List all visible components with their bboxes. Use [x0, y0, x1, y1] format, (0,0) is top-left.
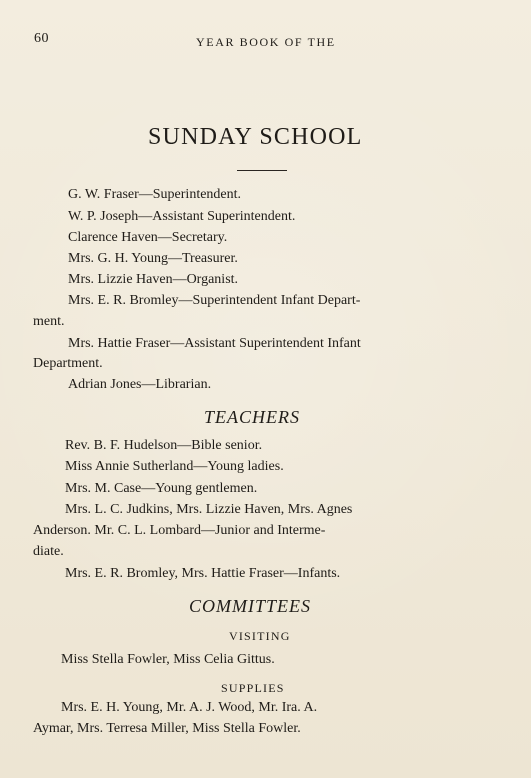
teacher-line: Mrs. M. Case—Young gentlemen. [65, 481, 258, 496]
teacher-line: Mrs. L. C. Judkins, Mrs. Lizzie Haven, Mrs. Agnes [65, 502, 353, 517]
teacher-line: diate. [33, 544, 64, 559]
page-title: SUNDAY SCHOOL [148, 124, 363, 150]
officer-line: Mrs. E. R. Bromley—Superintendent Infant Depart- [68, 293, 361, 308]
officer-line: G. W. Fraser—Superintendent. [68, 187, 242, 202]
officer-line: Adrian Jones—Librarian. [68, 377, 212, 392]
committees-heading: COMMITTEES [189, 596, 311, 616]
teacher-line: Anderson. Mr. C. L. Lombard—Junior and Interme- [33, 523, 326, 538]
visiting-line: Miss Stella Fowler, Miss Celia Gittus. [61, 652, 275, 667]
supplies-heading: SUPPLIES [221, 681, 285, 695]
teacher-line: Rev. B. F. Hudelson—Bible senior. [65, 438, 263, 453]
officer-line: Department. [33, 356, 103, 371]
running-head: YEAR BOOK OF THE [196, 35, 336, 49]
officer-line: Clarence Haven—Secretary. [68, 230, 228, 245]
supplies-line: Mrs. E. H. Young, Mr. A. J. Wood, Mr. Ira. A. [61, 700, 318, 715]
teachers-heading: TEACHERS [204, 407, 300, 427]
title-rule [237, 170, 287, 171]
officer-line: W. P. Joseph—Assistant Superintendent. [68, 209, 296, 224]
officer-line: Mrs. Hattie Fraser—Assistant Superintendent Infant [68, 336, 361, 351]
officer-line: Mrs. Lizzie Haven—Organist. [68, 272, 239, 287]
teacher-line: Miss Annie Sutherland—Young ladies. [65, 459, 284, 474]
visiting-heading: VISITING [229, 629, 291, 643]
officer-line: ment. [33, 314, 65, 329]
officer-line: Mrs. G. H. Young—Treasurer. [68, 251, 238, 266]
teacher-line: Mrs. E. R. Bromley, Mrs. Hattie Fraser—Infants. [65, 566, 341, 581]
supplies-line: Aymar, Mrs. Terresa Miller, Miss Stella Fowler. [33, 721, 301, 736]
page-number: 60 [34, 31, 49, 46]
